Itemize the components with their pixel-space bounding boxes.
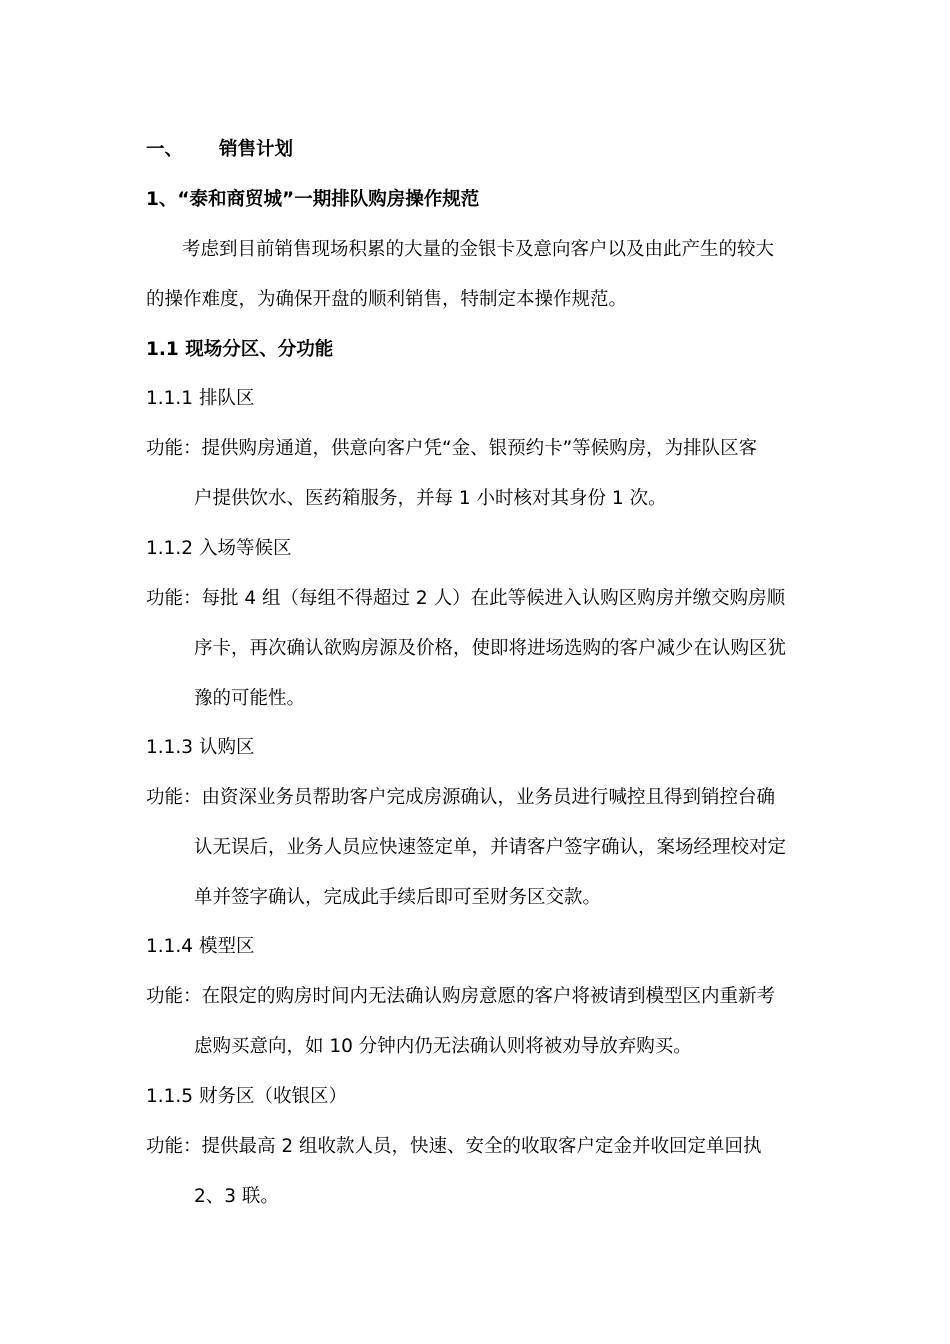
zone-waiting-function-line: 豫的可能性。 <box>194 688 306 709</box>
zone-title-subscription: 1.1.3 认购区 <box>146 737 255 758</box>
zone-queue-function-line: 功能：提供购房通道，供意向客户凭“金、银预约卡”等候购房，为排队区客 <box>146 438 758 459</box>
section-number: 一、 <box>146 139 184 160</box>
zone-title-waiting: 1.1.2 入场等候区 <box>146 538 292 559</box>
zone-finance-function-line: 功能：提供最高 2 组收款人员，快速、安全的收取客户定金并收回定单回执 <box>146 1136 762 1157</box>
zone-subscription-function-line: 功能：由资深业务员帮助客户完成房源确认，业务员进行喊控且得到销控台确 <box>146 787 776 808</box>
zone-waiting-function-line: 序卡，再次确认欲购房源及价格，使即将进场选购的客户减少在认购区犹 <box>194 638 787 659</box>
section-heading <box>146 137 293 163</box>
zone-title-model: 1.1.4 模型区 <box>146 936 255 957</box>
zone-model-function-line: 虑购买意向，如 10 分钟内仍无法确认则将被劝导放弃购买。 <box>194 1036 692 1057</box>
zone-subscription-function-line: 单并签字确认，完成此手续后即可至财务区交款。 <box>194 887 602 908</box>
zone-subscription-function-line: 认无误后，业务人员应快速签定单，并请客户签字确认，案场经理校对定 <box>194 837 787 858</box>
intro-paragraph-line-1: 考虑到目前销售现场积累的大量的金银卡及意向客户以及由此产生的较大 <box>182 239 775 260</box>
zone-title-finance: 1.1.5 财务区（收银区） <box>146 1086 347 1107</box>
zone-finance-function-line: 2、3 联。 <box>194 1186 279 1207</box>
zone-model-function-line: 功能：在限定的购房时间内无法确认购房意愿的客户将被请到模型区内重新考 <box>146 986 776 1007</box>
section-title: 销售计划 <box>219 139 294 160</box>
zone-title-queue: 1.1.1 排队区 <box>146 388 255 409</box>
zone-queue-function-line: 户提供饮水、医药箱服务，并每 1 小时核对其身份 1 次。 <box>194 488 667 509</box>
intro-paragraph-line-2: 的操作难度，为确保开盘的顺利销售，特制定本操作规范。 <box>146 289 628 310</box>
heading-1-1: 1.1 现场分区、分功能 <box>146 339 334 360</box>
zone-waiting-function-line: 功能：每批 4 组（每组不得超过 2 人）在此等候进入认购区购房并缴交购房顺 <box>146 588 786 609</box>
subsection-title: 1、“泰和商贸城”一期排队购房操作规范 <box>146 189 480 210</box>
